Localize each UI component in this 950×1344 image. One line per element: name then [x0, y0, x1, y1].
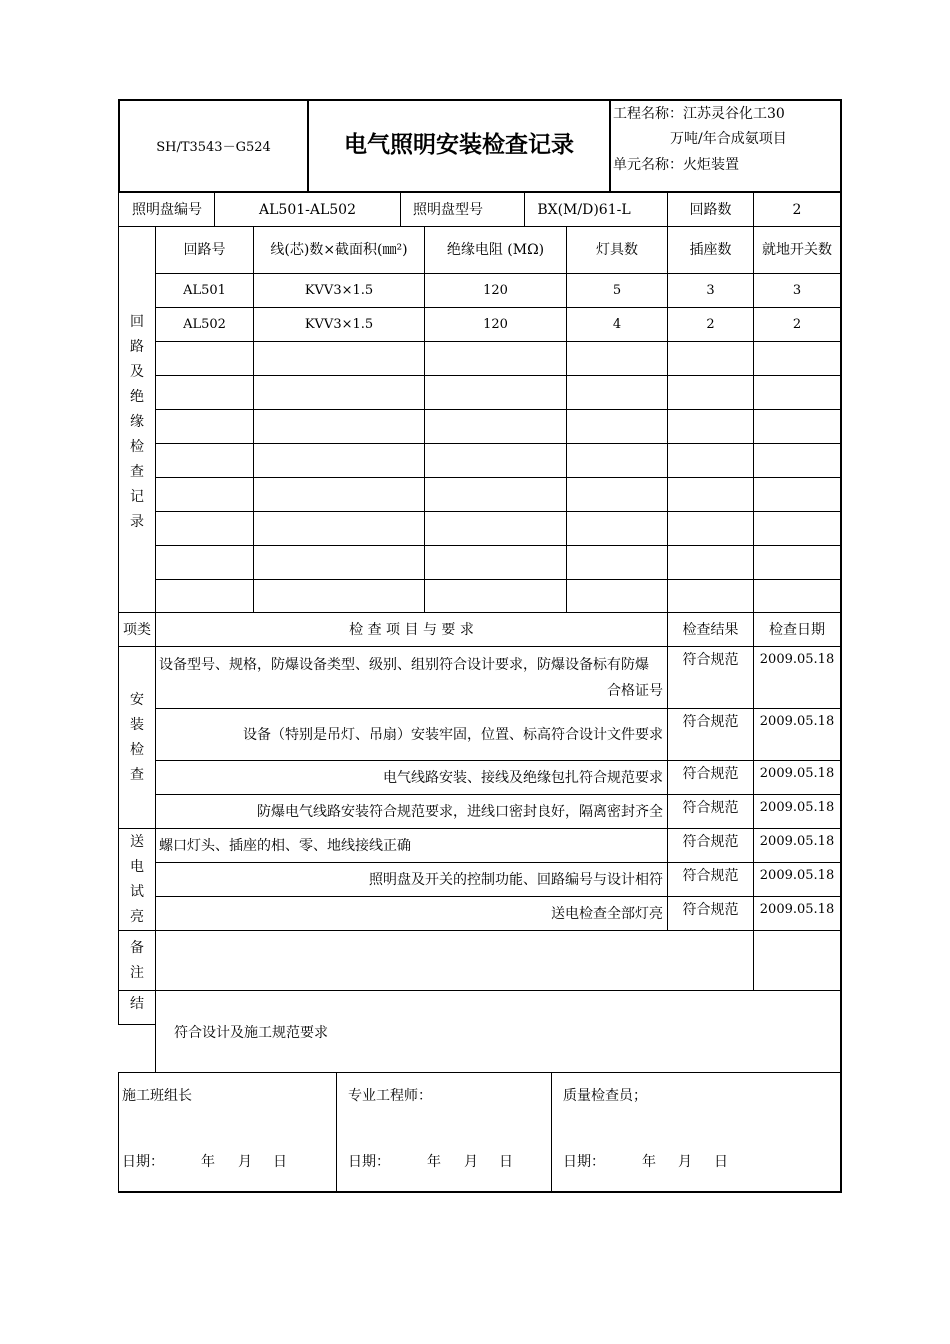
check-result: 符合规范 [682, 714, 739, 730]
result-header: 检查结果 [682, 622, 739, 638]
check-item-text: 防爆电气线路安装符合规范要求，进线口密封良好，隔离密封齐全 [257, 804, 663, 820]
cell-lamps: 4 [612, 317, 622, 332]
check-date: 2009.05.18 [759, 766, 835, 781]
check-date: 2009.05.18 [759, 868, 835, 883]
cell-sockets: 2 [706, 317, 715, 332]
category-header: 项类 [123, 622, 151, 638]
circuits-label: 回路数 [689, 202, 732, 218]
check-result: 符合规范 [682, 902, 739, 918]
header-insulation: 绝缘电阻 (MΩ) [446, 242, 545, 258]
page-title: 电气照明安装检查记录 [344, 132, 574, 158]
check-date: 2009.05.18 [759, 902, 835, 917]
signature-year: 年 [201, 1154, 215, 1170]
cell-sockets: 3 [706, 283, 715, 298]
header-sockets: 插座数 [689, 242, 732, 258]
conclusion-label: 结 [130, 996, 144, 1012]
panel-type-value: BX(M/D)61-L [537, 202, 631, 218]
check-item-text: 送电检查全部灯亮 [551, 906, 663, 922]
check-item-text: 设备（特别是吊灯、吊扇）安装牢固，位置、标高符合设计文件要求 [243, 727, 663, 743]
signature-day: 日 [714, 1154, 728, 1170]
signature-date-label: 日期： [122, 1154, 164, 1170]
check-item-text: 照明盘及开关的控制功能、回路编号与设计相符 [369, 872, 663, 888]
header-circuit-no: 回路号 [183, 242, 226, 258]
check-result: 符合规范 [682, 766, 739, 782]
project-name-line1: 工程名称：江苏灵谷化工30 [613, 106, 785, 122]
header-wire-spec: 线(芯)数×截面积(㎜²) [270, 242, 408, 258]
project-name-line2: 万吨/年合成氨项目 [670, 131, 787, 147]
signature-year: 年 [427, 1154, 441, 1170]
signature-year: 年 [642, 1154, 656, 1170]
check-result: 符合规范 [682, 800, 739, 816]
signature-role: 质量检查员； [563, 1088, 647, 1104]
header-switches: 就地开关数 [762, 242, 832, 258]
circuits-value: 2 [792, 202, 802, 218]
panel-type-label: 照明盘型号 [413, 202, 483, 218]
cell-lamps: 5 [612, 283, 622, 298]
check-date: 2009.05.18 [759, 652, 835, 667]
signature-month: 月 [464, 1154, 478, 1170]
unit-name: 单元名称：火炬装置 [613, 157, 739, 173]
check-result: 符合规范 [682, 652, 739, 668]
panel-no-value: AL501-AL502 [259, 202, 356, 218]
header-lamps: 灯具数 [596, 242, 638, 258]
check-date: 2009.05.18 [759, 800, 835, 815]
cell-wire-spec: KVV3×1.5 [304, 283, 374, 298]
check-item-text-cont: 合格证号 [607, 683, 663, 699]
check-item-text: 螺口灯头、插座的相、零、地线接线正确 [159, 838, 411, 854]
signature-role: 专业工程师： [348, 1088, 432, 1104]
cell-insulation: 120 [483, 283, 508, 298]
signature-day: 日 [499, 1154, 513, 1170]
signature-month: 月 [238, 1154, 252, 1170]
signature-day: 日 [273, 1154, 287, 1170]
check-item-text: 电气线路安装、接线及绝缘包扎符合规范要求 [383, 770, 663, 786]
check-result: 符合规范 [682, 868, 739, 884]
items-header: 检 查 项 目 与 要 求 [349, 622, 474, 638]
check-date: 2009.05.18 [759, 714, 835, 729]
cell-switches: 3 [792, 283, 802, 298]
cell-switches: 2 [792, 317, 802, 332]
check-date: 2009.05.18 [759, 834, 835, 849]
date-header: 检查日期 [769, 622, 825, 638]
panel-no-label: 照明盘编号 [132, 202, 202, 218]
cell-circuit-no: AL501 [183, 283, 226, 298]
signature-month: 月 [678, 1154, 692, 1170]
cell-wire-spec: KVV3×1.5 [304, 317, 374, 332]
cell-insulation: 120 [483, 317, 508, 332]
signature-date-label: 日期： [348, 1154, 390, 1170]
check-item-text: 设备型号、规格，防爆设备类型、级别、组别符合设计要求，防爆设备标有防爆 [159, 657, 649, 673]
check-result: 符合规范 [682, 834, 739, 850]
cell-circuit-no: AL502 [183, 317, 226, 332]
doc-code: SH/T3543－G524 [156, 140, 271, 155]
signature-role: 施工班组长 [122, 1088, 192, 1104]
signature-date-label: 日期： [563, 1154, 605, 1170]
conclusion-text: 符合设计及施工规范要求 [174, 1025, 328, 1041]
